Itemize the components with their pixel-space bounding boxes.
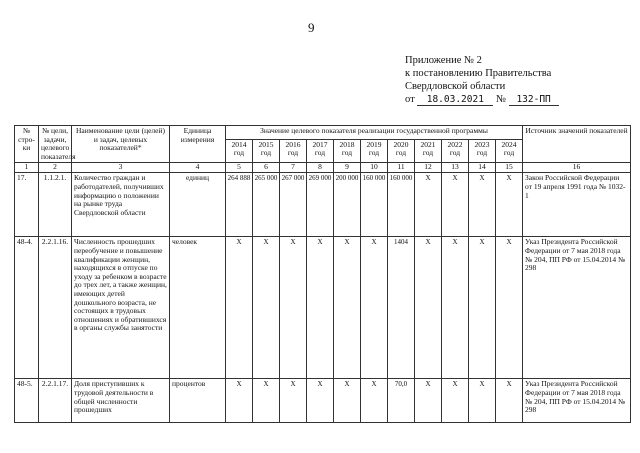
year-value: 70,0 xyxy=(388,379,415,423)
number-prefix: № xyxy=(495,94,506,105)
decree-date: 18.03.2021 xyxy=(417,94,493,106)
year-value: X xyxy=(253,379,280,423)
decree-number: 132-ПП xyxy=(509,94,559,106)
header-source: Источник значений показателей xyxy=(523,126,631,163)
row-number: 17. xyxy=(15,173,39,237)
header-year: 2019 год xyxy=(361,139,388,163)
row-number: 48-5. xyxy=(15,379,39,423)
year-value: X xyxy=(469,237,496,379)
appendix-date-line xyxy=(405,93,559,106)
col-number: 10 xyxy=(361,163,388,173)
year-value: X xyxy=(469,173,496,237)
year-value: 160 000 xyxy=(388,173,415,237)
col-number: 1 xyxy=(15,163,39,173)
table-row xyxy=(15,379,631,423)
header-year: 2018 год xyxy=(334,139,361,163)
year-value: X xyxy=(469,379,496,423)
year-value: 1404 xyxy=(388,237,415,379)
indicator-name: Численность прошедших переобучение и повышение квалификации женщин, находящихся в отпуске по уходу за ребенком в возрасте до трех лет, а также женщин, имеющих детей дошкольного возраста, не состоящих в трудовых отношениях и обратившихся в органы службы занятости xyxy=(72,237,170,379)
col-number: 9 xyxy=(334,163,361,173)
appendix-title: Приложение № 2 xyxy=(405,55,482,66)
col-number: 11 xyxy=(388,163,415,173)
header-year: 2014 год xyxy=(226,139,253,163)
col-number: 4 xyxy=(170,163,226,173)
year-value: X xyxy=(334,237,361,379)
col-number: 7 xyxy=(280,163,307,173)
year-value: X xyxy=(280,237,307,379)
col-number: 2 xyxy=(39,163,72,173)
year-value: X xyxy=(415,379,442,423)
year-value: X xyxy=(280,379,307,423)
appendix-line-2: к постановлению Правительства xyxy=(405,68,552,79)
year-value: 265 000 xyxy=(253,173,280,237)
year-value: X xyxy=(415,237,442,379)
year-value: 264 888 xyxy=(226,173,253,237)
year-value: 160 000 xyxy=(361,173,388,237)
year-value: X xyxy=(496,237,523,379)
year-value: X xyxy=(307,237,334,379)
header-goal-no: № цели, задачи, целевого показателя xyxy=(39,126,72,163)
year-value: X xyxy=(361,379,388,423)
year-value: X xyxy=(307,379,334,423)
row-number: 48-4. xyxy=(15,237,39,379)
year-value: X xyxy=(361,237,388,379)
col-number: 5 xyxy=(226,163,253,173)
year-value: X xyxy=(334,379,361,423)
indicator-name: Количество граждан и работодателей, получивших информацию о положении на рынке труда Свердловской области xyxy=(72,173,170,237)
header-unit: Единица измерения xyxy=(170,126,226,163)
goal-number: 2.2.1.16. xyxy=(39,237,72,379)
year-value: 267 000 xyxy=(280,173,307,237)
unit: человек xyxy=(170,237,226,379)
col-number: 13 xyxy=(442,163,469,173)
col-number: 14 xyxy=(469,163,496,173)
unit: процентов xyxy=(170,379,226,423)
year-value: X xyxy=(415,173,442,237)
year-value: X xyxy=(442,173,469,237)
col-number: 12 xyxy=(415,163,442,173)
header-year: 2021 год xyxy=(415,139,442,163)
header-year: 2020 год xyxy=(388,139,415,163)
year-value: X xyxy=(496,379,523,423)
indicator-table xyxy=(14,125,631,423)
col-number: 8 xyxy=(307,163,334,173)
header-year: 2022 год xyxy=(442,139,469,163)
goal-number: 2.2.1.17. xyxy=(39,379,72,423)
header-year: 2023 год xyxy=(469,139,496,163)
source: Указ Президента Российской Федерации от 7 мая 2018 года № 204, ПП РФ от 15.04.2014 № 298 xyxy=(523,237,631,379)
table-row xyxy=(15,173,631,237)
header-name: Наименование цели (целей) и задач, целевых показателей* xyxy=(72,126,170,163)
year-value: 269 000 xyxy=(307,173,334,237)
col-number: 6 xyxy=(253,163,280,173)
unit: единиц xyxy=(170,173,226,237)
appendix-header xyxy=(405,54,559,106)
year-value: X xyxy=(253,237,280,379)
header-row-no: № стро-ки xyxy=(15,126,39,163)
year-value: X xyxy=(496,173,523,237)
header-year: 2017 год xyxy=(307,139,334,163)
header-year: 2024 год xyxy=(496,139,523,163)
year-value: 200 000 xyxy=(334,173,361,237)
goal-number: 1.1.2.1. xyxy=(39,173,72,237)
source: Указ Президента Российской Федерации от 7 мая 2018 года № 204, ПП РФ от 15.04.2014 № 298 xyxy=(523,379,631,423)
col-number: 15 xyxy=(496,163,523,173)
header-year: 2015 год xyxy=(253,139,280,163)
appendix-line-3: Свердловской области xyxy=(405,81,506,92)
col-number: 3 xyxy=(72,163,170,173)
year-value: X xyxy=(442,237,469,379)
indicator-name: Доля приступивших к трудовой деятельности в общей численности прошедших xyxy=(72,379,170,423)
year-value: X xyxy=(226,237,253,379)
year-value: X xyxy=(226,379,253,423)
col-number: 16 xyxy=(523,163,631,173)
source: Закон Российской Федерации от 19 апреля 1991 года № 1032-1 xyxy=(523,173,631,237)
table-row xyxy=(15,237,631,379)
header-year: 2016 год xyxy=(280,139,307,163)
year-value: X xyxy=(442,379,469,423)
header-values-group: Значение целевого показателя реализации государственной программы xyxy=(226,126,523,140)
date-prefix: от xyxy=(405,94,415,105)
page-number: 9 xyxy=(308,20,315,35)
column-number-row xyxy=(15,163,631,173)
